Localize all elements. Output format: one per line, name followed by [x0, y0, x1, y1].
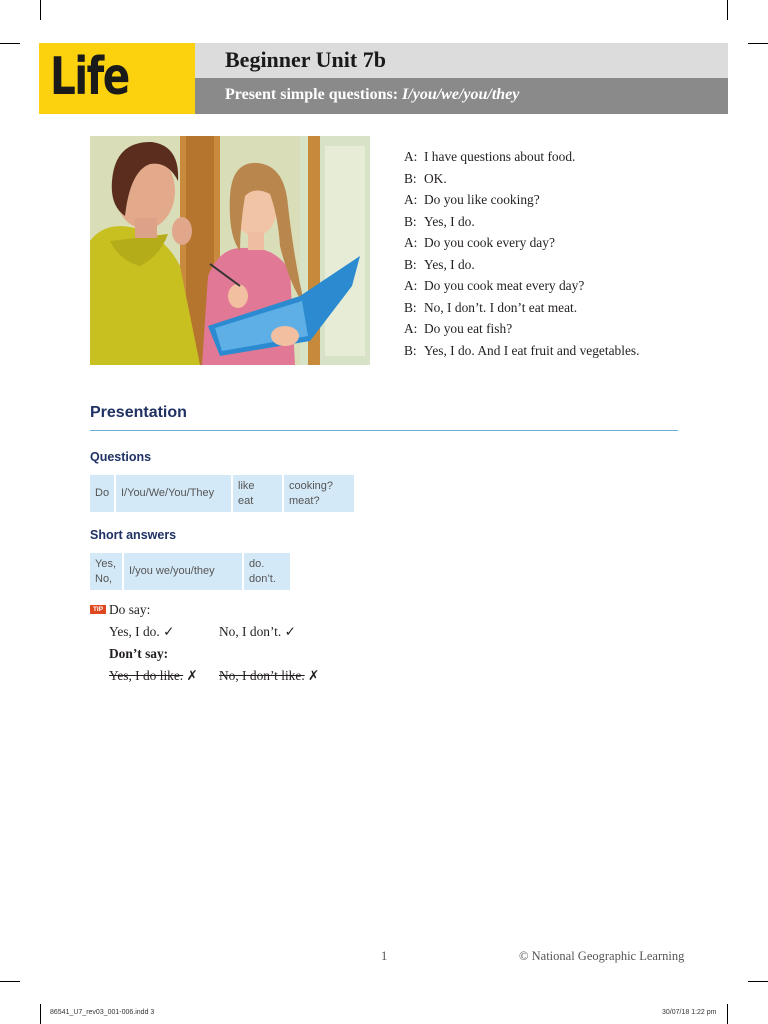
speaker-label: B:	[404, 299, 417, 315]
dialogue-text: Do you cook meat every day?	[424, 278, 585, 293]
speaker-label: A:	[404, 192, 418, 207]
page-number: 1	[381, 949, 388, 963]
life-logo: Life	[50, 47, 129, 107]
dialogue-line	[404, 275, 639, 297]
cross-icon: ✗	[186, 668, 198, 683]
questions-heading: Questions	[90, 450, 152, 464]
cell-line: cooking?	[289, 479, 334, 492]
dialogue-line	[404, 146, 639, 168]
dialogue-line	[404, 211, 639, 233]
crop-mark	[0, 981, 20, 982]
tip-example-wrong: Yes, I do like.	[109, 668, 184, 683]
subtitle-text: Present simple questions:	[225, 86, 403, 103]
cell-line: meat?	[289, 494, 320, 507]
table-cell: Do	[90, 475, 114, 512]
cell-line: Yes,	[95, 557, 117, 570]
questions-table	[90, 475, 354, 512]
slug-filename: 86541_U7_rev03_001-006.indd 3	[50, 1009, 155, 1016]
dialogue-line	[404, 168, 639, 190]
dialogue-text: Do you like cooking?	[424, 192, 540, 207]
photo-two-women	[90, 136, 370, 365]
check-icon: ✓	[163, 624, 175, 639]
speaker-label: A:	[404, 321, 418, 336]
crop-mark	[40, 0, 41, 20]
speaker-label: B:	[404, 342, 417, 358]
tip-example: Yes, I do.	[109, 624, 160, 639]
tip-badge: TIP	[90, 605, 106, 614]
dialogue-text: No, I don’t. I don’t eat meat.	[424, 299, 578, 315]
tip-example: No, I don’t.	[219, 624, 282, 639]
table-cell: I/you we/you/they	[124, 553, 242, 590]
dialogue-text: Yes, I do.	[424, 256, 475, 272]
subtitle-pronouns: I/you/we/you/they	[402, 86, 520, 103]
dialogue-line	[404, 297, 639, 319]
unit-title: Beginner Unit 7b	[225, 47, 386, 72]
table-cell: I/You/We/You/They	[116, 475, 231, 512]
dialogue-text: I have questions about food.	[424, 149, 576, 164]
tip-example-wrong: No, I don’t like.	[219, 668, 305, 683]
crop-mark	[727, 1004, 728, 1024]
crop-mark	[748, 43, 768, 44]
speaker-label: A:	[404, 149, 418, 164]
dialogue-text: Yes, I do.	[424, 213, 475, 229]
short-answers-table	[90, 553, 290, 590]
dialogue-line	[404, 254, 639, 276]
slug-date: 30/07/18 1:22 pm	[662, 1009, 717, 1016]
speaker-label: B:	[404, 256, 417, 272]
speaker-label: A:	[404, 278, 418, 293]
table-cell	[244, 553, 290, 590]
dialogue-line	[404, 232, 639, 254]
table-cell	[90, 553, 122, 590]
dialogue-text: OK.	[424, 170, 447, 186]
unit-subtitle	[225, 86, 519, 104]
dialogue-line	[404, 318, 639, 340]
check-icon: ✓	[284, 624, 296, 639]
crop-mark	[40, 1004, 41, 1024]
section-divider	[90, 430, 678, 431]
crop-mark	[727, 0, 728, 20]
dialogue-text: Do you cook every day?	[424, 235, 555, 250]
cell-line: No,	[95, 572, 113, 585]
dialogue-text: Yes, I do. And I eat fruit and vegetables.	[424, 342, 640, 358]
cross-icon: ✗	[308, 668, 320, 683]
cell-line: eat	[238, 494, 254, 507]
tip-wrong-2	[219, 668, 319, 684]
copyright: © National Geographic Learning	[519, 949, 685, 963]
tip-do-say: Do say:	[109, 602, 151, 617]
speaker-label: B:	[404, 170, 417, 186]
cell-line: like	[238, 479, 255, 492]
crop-mark	[748, 981, 768, 982]
photo-illustration	[90, 136, 370, 365]
crop-mark	[0, 43, 20, 44]
dialogue-line	[404, 189, 639, 211]
dialogue-text: Do you eat fish?	[424, 321, 513, 336]
tip-wrong-1	[109, 668, 198, 684]
table-cell	[284, 475, 354, 512]
cell-line: don’t.	[249, 572, 276, 585]
short-answers-heading: Short answers	[90, 528, 177, 542]
table-cell	[233, 475, 282, 512]
speaker-label: B:	[404, 213, 417, 229]
tip-correct-2	[219, 624, 296, 640]
presentation-heading: Presentation	[90, 404, 187, 421]
dialogue	[404, 146, 639, 361]
speaker-label: A:	[404, 235, 418, 250]
cell-line: do.	[249, 557, 265, 570]
dialogue-line	[404, 340, 639, 362]
tip-dont-say: Don’t say:	[109, 646, 169, 661]
tip-correct-1	[109, 624, 174, 640]
